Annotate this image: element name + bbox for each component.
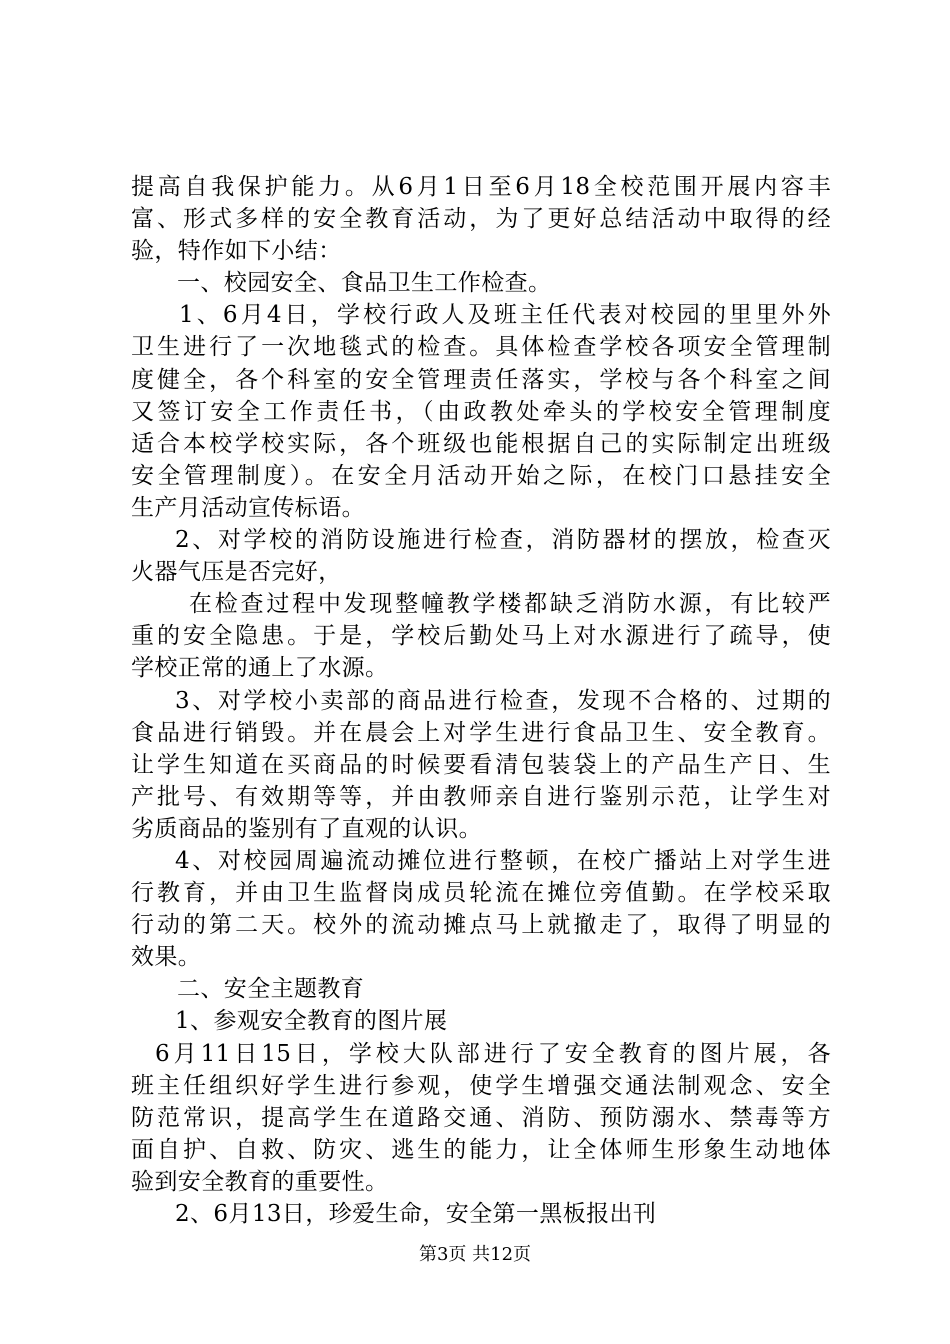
text-line: 安全管理制度）。在安全月活动开始之际，在校门口悬挂安全 [131,462,831,489]
text-line: 生产月活动宣传标语。 [131,494,365,521]
text-line: 让学生知道在买商品的时候要看清包装袋上的产品生产日、生 [131,751,831,778]
text-line: 学校正常的通上了水源。 [131,655,389,682]
text-line: 富、形式多样的安全教育活动，为了更好总结活动中取得的经 [131,206,831,233]
text-line: 行教育，并由卫生监督岗成员轮流在摊位旁值勤。在学校采取 [131,880,831,907]
text-line: 面自护、自救、防灾、逃生的能力，让全体师生形象生动地体 [131,1136,831,1163]
text-line: 食品进行销毁。并在晨会上对学生进行食品卫生、安全教育。 [131,719,831,746]
section-heading: 一、校园安全、食品卫生工作检查。 [177,270,552,297]
text-line: 提高自我保护能力。从6月1日至6月18全校范围开展内容丰 [131,174,831,200]
text-line: 2、6月13日，珍爱生命，安全第一黑板报出刊 [175,1201,657,1227]
text-line: 产批号、有效期等等，并由教师亲自进行鉴别示范，让学生对 [131,783,831,810]
text-line: 行动的第二天。校外的流动摊点马上就撤走了，取得了明显的 [131,912,831,939]
text-line: 3、对学校小卖部的商品进行检查，发现不合格的、过期的 [175,687,831,714]
text-line: 度健全，各个科室的安全管理责任落实，学校与各个科室之间 [131,366,831,393]
subsection-heading: 1、参观安全教育的图片展 [175,1008,448,1035]
text-line: 班主任组织好学生进行参观，使学生增强交通法制观念、安全 [131,1072,831,1099]
text-line: 4、对校园周遍流动摊位进行整顿，在校广播站上对学生进 [175,847,831,874]
text-line: 6月11日15日，学校大队部进行了安全教育的图片展，各 [155,1040,831,1067]
text-line: 2、对学校的消防设施进行检查，消防器材的摆放，检查灭 [175,527,831,554]
text-line: 劣质商品的鉴别有了直观的认识。 [131,815,482,842]
text-line: 火器气压是否完好， [131,559,342,586]
text-line: 重的安全隐患。于是，学校后勤处马上对水源进行了疏导，使 [131,623,831,650]
text-line: 验，特作如下小结： [131,238,342,265]
text-line: 在检查过程中发现整幢教学楼都缺乏消防水源，有比较严 [189,591,831,618]
page-number-footer: 第3页 共12页 [418,1244,532,1265]
text-line: 防范常识，提高学生在道路交通、消防、预防溺水、禁毒等方 [131,1104,831,1131]
text-line: 又签订安全工作责任书，（由政教处牵头的学校安全管理制度 [131,398,831,425]
text-line: 适合本校学校实际，各个班级也能根据自己的实际制定出班级 [131,430,831,457]
text-line: 卫生进行了一次地毯式的检查。具体检查学校各项安全管理制 [131,334,831,361]
text-line: 验到安全教育的重要性。 [131,1168,389,1195]
text-line: 效果。 [131,944,202,971]
document-body [131,171,831,1230]
section-heading: 二、安全主题教育 [177,976,365,1003]
text-line: 1、6月4日，学校行政人及班主任代表对校园的里里外外 [179,302,831,329]
